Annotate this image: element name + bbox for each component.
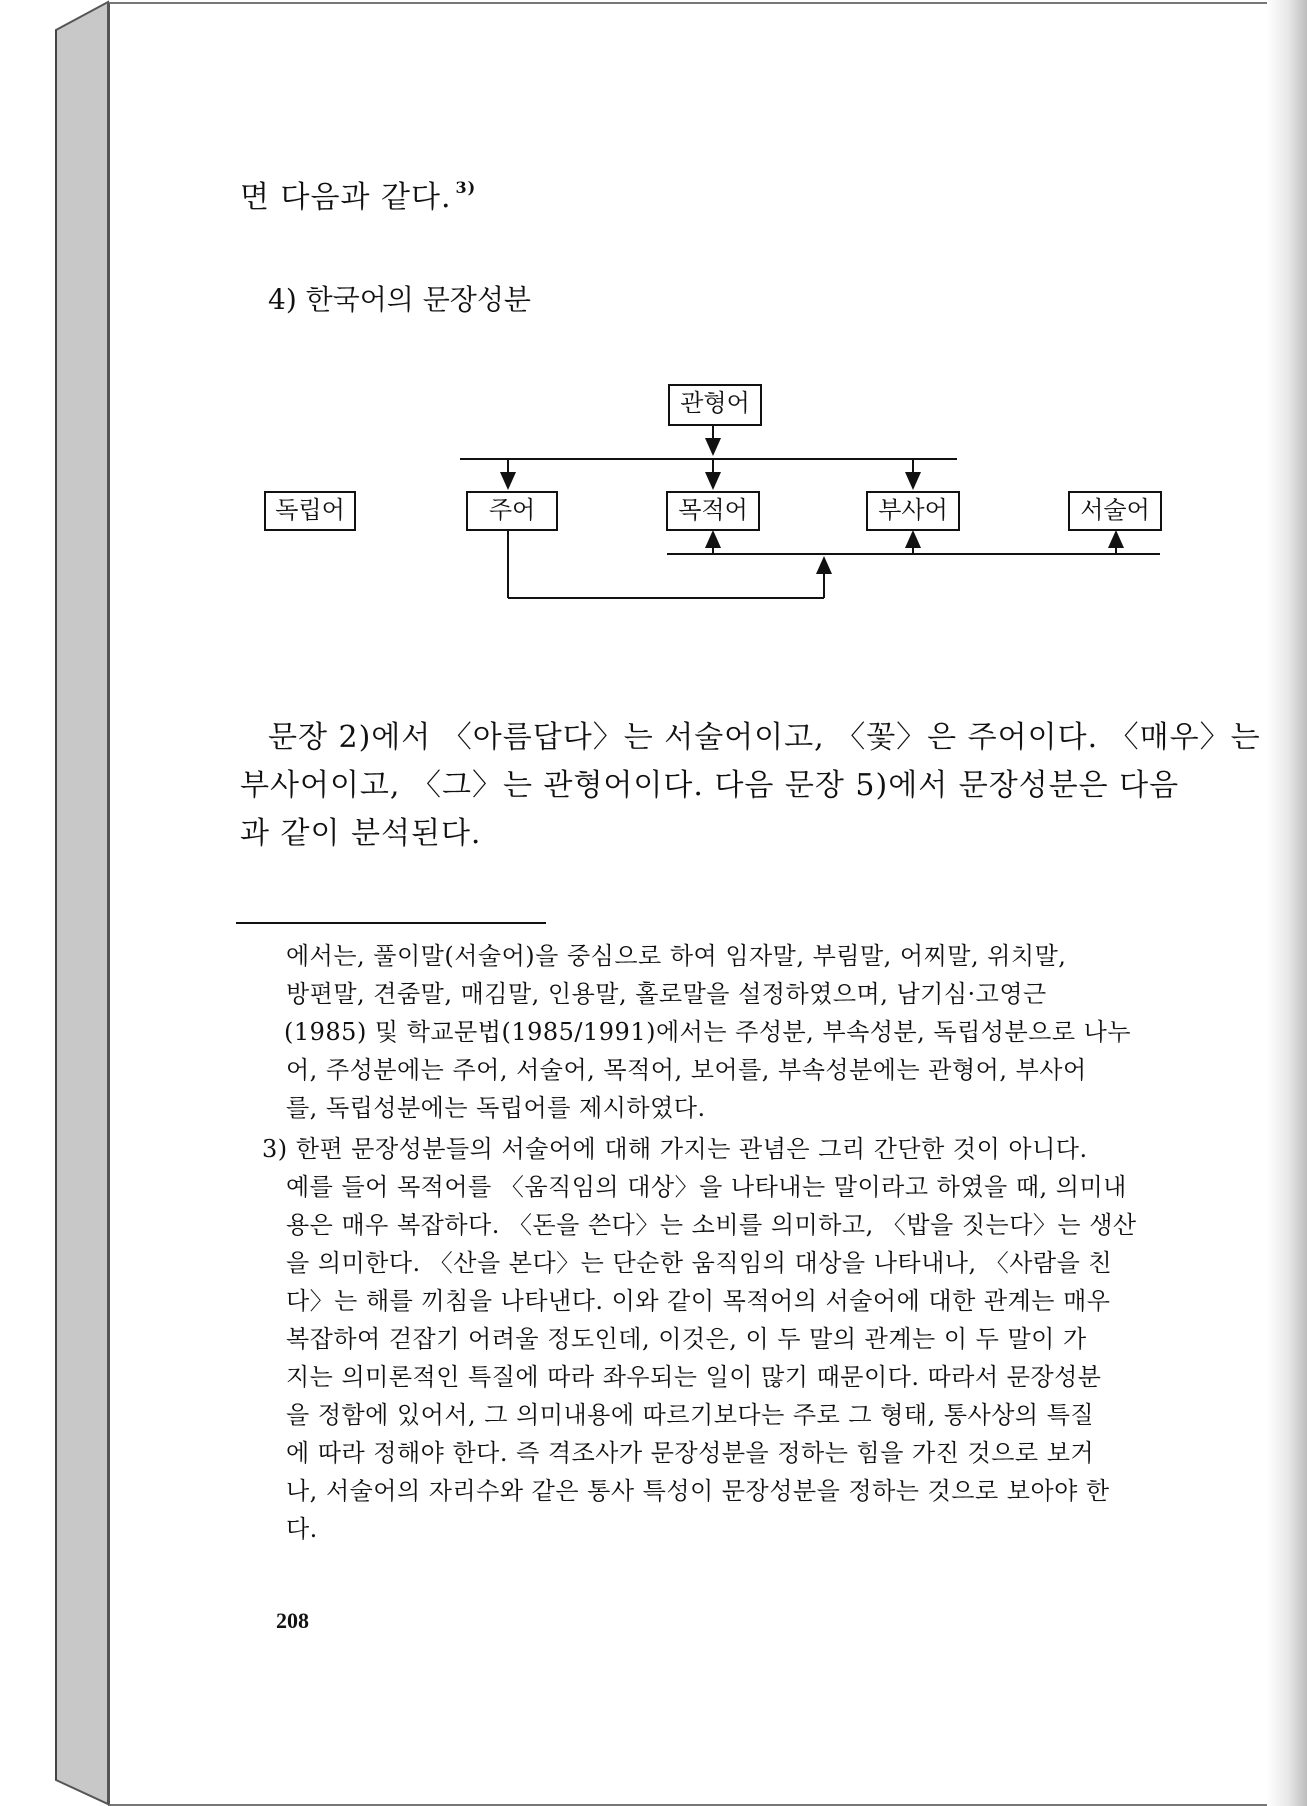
footnote-3-line: 을 의미한다. 〈산을 본다〉는 단순한 움직임의 대상을 나타내나, 〈사람을 친	[286, 1249, 1113, 1277]
footnote-3-line: 에 따라 정해야 한다. 즉 격조사가 문장성분을 정하는 힘을 가진 것으로 보거	[286, 1439, 1095, 1467]
node-dongnip: 독립어	[264, 491, 356, 531]
footnote-3-line: 복잡하여 걷잡기 어려울 정도인데, 이것은, 이 두 말의 관계는 이 두 말이 가	[286, 1325, 1087, 1353]
example-heading: 4) 한국어의 문장성분	[268, 283, 531, 316]
footnote-3-line: 나, 서술어의 자리수와 같은 통사 특성이 문장성분을 정하는 것으로 보아야 한	[286, 1477, 1110, 1505]
node-seosul: 서술어	[1068, 491, 1162, 531]
footnote-3-line: 예를 들어 목적어를 〈움직임의 대상〉을 나타내는 말이라고 하였을 때, 의미내	[286, 1173, 1127, 1201]
intro-sentence: 면 다음과 같다. $^{3)}$	[240, 178, 477, 215]
footnote-3-line: 용은 매우 복잡하다. 〈돈을 쓴다〉는 소비를 의미하고, 〈밥을 짓는다〉는 생산	[286, 1211, 1137, 1239]
page-edge-shadow	[1267, 0, 1307, 1806]
footnote-line: 방편말, 견줌말, 매김말, 인용말, 홀로말을 설정하였으며, 남기심·고영근	[286, 980, 1047, 1008]
footnote-line: (1985) 및 학교문법(1985/1991)에서는 주성분, 부속성분, 독립성분으로 나누	[284, 1018, 1132, 1046]
body-line: 문장 2)에서 〈아름답다〉는 서술어이고, 〈꽃〉은 주어이다. 〈매우〉는	[268, 720, 1261, 755]
node-busa: 부사어	[866, 491, 960, 531]
footnote-line: 를, 독립성분에는 독립어를 제시하였다.	[286, 1094, 706, 1122]
node-mokjeok: 목적어	[666, 491, 760, 531]
footnote-3-line: 다.	[286, 1515, 318, 1543]
footnote-3-line: 다〉는 해를 끼침을 나타낸다. 이와 같이 목적어의 서술어에 대한 관계는 매우	[286, 1287, 1111, 1315]
footnote-ref-3[interactable]: 3)	[455, 178, 477, 197]
footnote-3-line: 지는 의미론적인 특질에 따라 좌우되는 일이 많기 때문이다. 따라서 문장성분	[286, 1363, 1102, 1391]
page-number: 208	[276, 1608, 309, 1633]
book-page	[108, 2, 1282, 1806]
node-gwanhyeong: 관형어	[668, 384, 762, 426]
footnote-line: 에서는, 풀이말(서술어)을 중심으로 하여 임자말, 부림말, 어찌말, 위치말,	[286, 942, 1067, 970]
footnote-separator	[236, 922, 546, 924]
footnote-3-line: 3) 한편 문장성분들의 서술어에 대해 가지는 관념은 그리 간단한 것이 아니다.	[262, 1135, 1088, 1163]
footnote-line: 어, 주성분에는 주어, 서술어, 목적어, 보어를, 부속성분에는 관형어, 부사어	[286, 1056, 1087, 1084]
node-jueo: 주어	[466, 491, 558, 531]
body-line: 부사어이고, 〈그〉는 관형어이다. 다음 문장 5)에서 문장성분은 다음	[240, 768, 1180, 803]
body-line: 과 같이 분석된다.	[240, 816, 482, 851]
footnote-3-line: 을 정함에 있어서, 그 의미내용에 따르기보다는 주로 그 형태, 통사상의 특질	[286, 1401, 1095, 1429]
